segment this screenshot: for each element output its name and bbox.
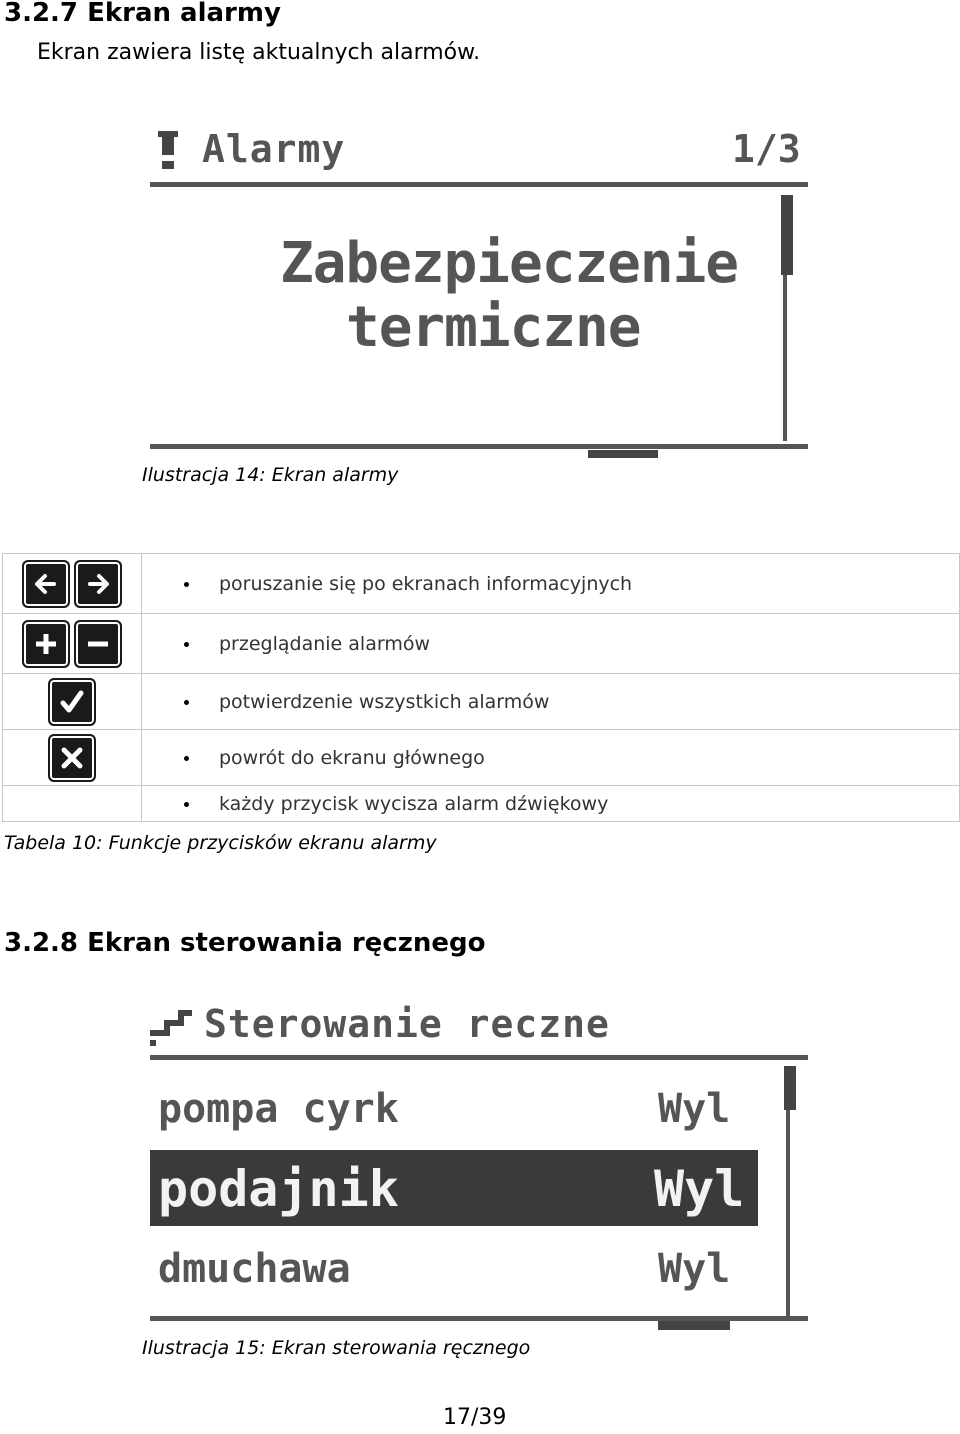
bullet: [184, 642, 189, 647]
table-row: [3, 786, 960, 822]
table-text-cell: [142, 786, 960, 822]
bullet: [184, 582, 189, 587]
row-text: poruszanie się po ekranach informacyjnych: [219, 572, 633, 595]
table-row: [3, 730, 960, 786]
figure-15-caption: Ilustracja 15: Ekran sterowania ręcznego: [142, 1337, 531, 1359]
table-row: [3, 614, 960, 674]
table-row: [3, 674, 960, 730]
table-text-cell: [142, 674, 960, 730]
table-row: [3, 554, 960, 614]
bullet: [184, 756, 189, 761]
table-icon-cell: [3, 786, 142, 822]
button-functions-table: [2, 553, 960, 822]
row-text: każdy przycisk wycisza alarm dźwiękowy: [219, 792, 609, 815]
table-text-cell: [142, 614, 960, 674]
table-icon-cell: [3, 730, 142, 786]
exclamation-icon: [156, 131, 180, 171]
row-text: potwierdzenie wszystkich alarmów: [219, 690, 550, 713]
minus-icon: [74, 620, 122, 668]
manual-screen-title: Sterowanie reczne: [204, 1002, 610, 1046]
row-text: powrót do ekranu głównego: [219, 746, 485, 769]
bullet: [184, 802, 189, 807]
table-icon-cell: [3, 554, 142, 614]
menu-item-label: pompa cyrk: [158, 1086, 399, 1132]
section-heading-alarm-screen: 3.2.7 Ekran alarmy: [4, 0, 281, 28]
alarm-message-line2: termiczne: [346, 295, 641, 360]
page-number: 17/39: [443, 1405, 507, 1430]
table-text-cell: [142, 730, 960, 786]
section-heading-manual-control: 3.2.8 Ekran sterowania ręcznego: [4, 928, 486, 958]
arrow-left-icon: [22, 560, 70, 608]
menu-item-podajnik-selected[interactable]: [150, 1150, 758, 1226]
menu-item-label: dmuchawa: [158, 1246, 351, 1292]
menu-item-dmuchawa[interactable]: [152, 1244, 758, 1300]
header-divider: [150, 1055, 808, 1060]
arrow-right-icon: [74, 560, 122, 608]
menu-item-pompa-cyrk[interactable]: [152, 1084, 758, 1140]
footer-divider: [150, 444, 808, 449]
plus-icon: [22, 620, 70, 668]
page-scroll-indicator: [588, 450, 658, 458]
section-intro: Ekran zawiera listę aktualnych alarmów.: [37, 40, 481, 65]
table-10-caption: Tabela 10: Funkcje przycisków ekranu alarmy: [4, 832, 437, 854]
close-icon: [48, 734, 96, 782]
scrollbar-thumb[interactable]: [781, 195, 793, 275]
table-icon-cell: [3, 674, 142, 730]
table-text-cell: [142, 554, 960, 614]
menu-item-label: podajnik: [158, 1160, 399, 1218]
manual-control-lcd-screen: [148, 1000, 810, 1336]
alarm-screen-title: Alarmy: [202, 127, 346, 171]
menu-item-value: Wyl: [658, 1086, 731, 1132]
header-divider: [150, 182, 808, 187]
menu-item-value: Wyl: [658, 1246, 731, 1292]
page-scroll-indicator: [658, 1321, 730, 1330]
bullet: [184, 700, 189, 705]
manual-control-icon: [150, 1006, 194, 1046]
alarm-message-line1: Zabezpieczenie: [280, 231, 739, 296]
table-icon-cell: [3, 614, 142, 674]
alarm-page-indicator: 1/3: [732, 127, 801, 171]
alarm-lcd-screen: [148, 125, 810, 465]
row-text: przeglądanie alarmów: [219, 632, 430, 655]
menu-item-value: Wyl: [654, 1160, 745, 1218]
check-icon: [48, 678, 96, 726]
scrollbar-thumb[interactable]: [784, 1066, 796, 1110]
figure-14-caption: Ilustracja 14: Ekran alarmy: [142, 464, 399, 486]
